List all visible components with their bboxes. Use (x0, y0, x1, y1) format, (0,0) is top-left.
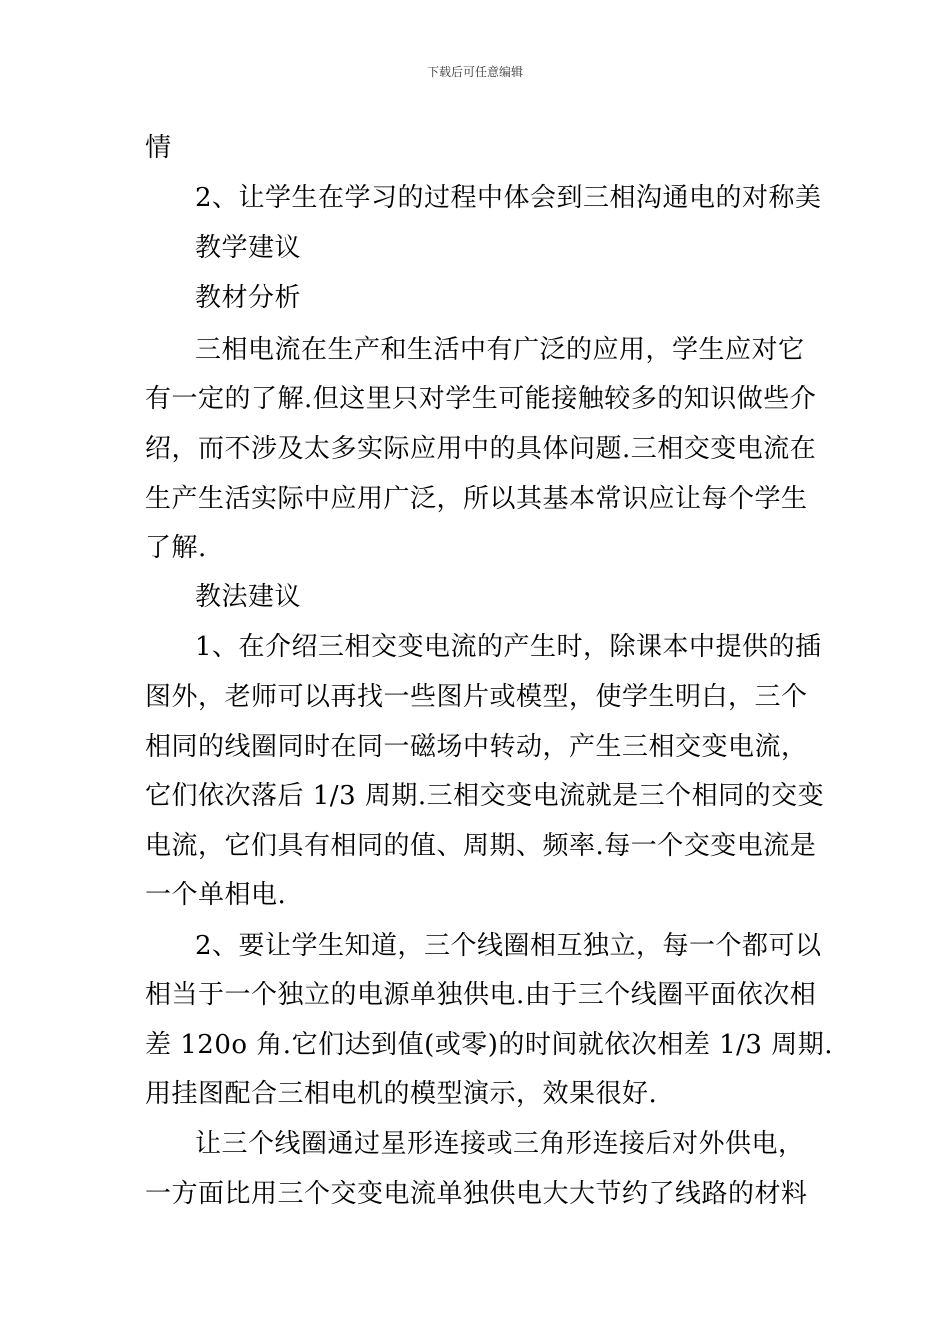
body-line: 了解. (145, 533, 207, 563)
body-line: 生产生活实际中应用广泛，所以其基本常识应让每个学生 (145, 484, 808, 514)
body-line: 2、让学生在学习的过程中体会到三相沟通电的对称美 (195, 183, 822, 213)
body-line: 差 120o 角.它们达到值(或零)的时间就依次相差 1/3 周期. (145, 1030, 833, 1060)
body-line: 相同的线圈同时在同一磁场中转动，产生三相交变电流， (145, 732, 808, 762)
body-line: 三相电流在生产和生活中有广泛的应用，学生应对它 (195, 335, 805, 365)
body-line: 相当于一个独立的电源单独供电.由于三个线圈平面依次相 (145, 980, 817, 1010)
body-line: 图外，老师可以再找一些图片或模型，使学生明白，三个 (145, 682, 808, 712)
body-line: 电流，它们具有相同的值、周期、频率.每一个交变电流是 (145, 831, 817, 861)
page-header: 下载后可任意编辑 (426, 65, 523, 79)
body-line: 情 (145, 133, 172, 163)
body-line: 2、要让学生知道，三个线圈相互独立，每一个都可以 (195, 931, 822, 961)
body-line: 绍，而不涉及太多实际应用中的具体问题.三相交变电流在 (145, 434, 817, 464)
body-line: 用挂图配合三相电机的模型演示，效果很好. (145, 1079, 658, 1109)
section-heading: 教材分析 (195, 283, 302, 313)
body-line: 1、在介绍三相交变电流的产生时，除课本中提供的插 (195, 632, 822, 662)
body-line: 它们依次落后 1/3 周期.三相交变电流就是三个相同的交变 (145, 781, 825, 811)
body-line: 一个单相电. (145, 880, 287, 910)
body-line: 一方面比用三个交变电流单独供电大大节约了线路的材料 (145, 1179, 808, 1209)
body-line: 让三个线圈通过星形连接或三角形连接后对外供电， (195, 1129, 805, 1159)
section-heading: 教学建议 (195, 233, 302, 263)
body-line: 有一定的了解.但这里只对学生可能接触较多的知识做些介 (145, 384, 817, 414)
section-heading: 教法建议 (195, 582, 302, 612)
